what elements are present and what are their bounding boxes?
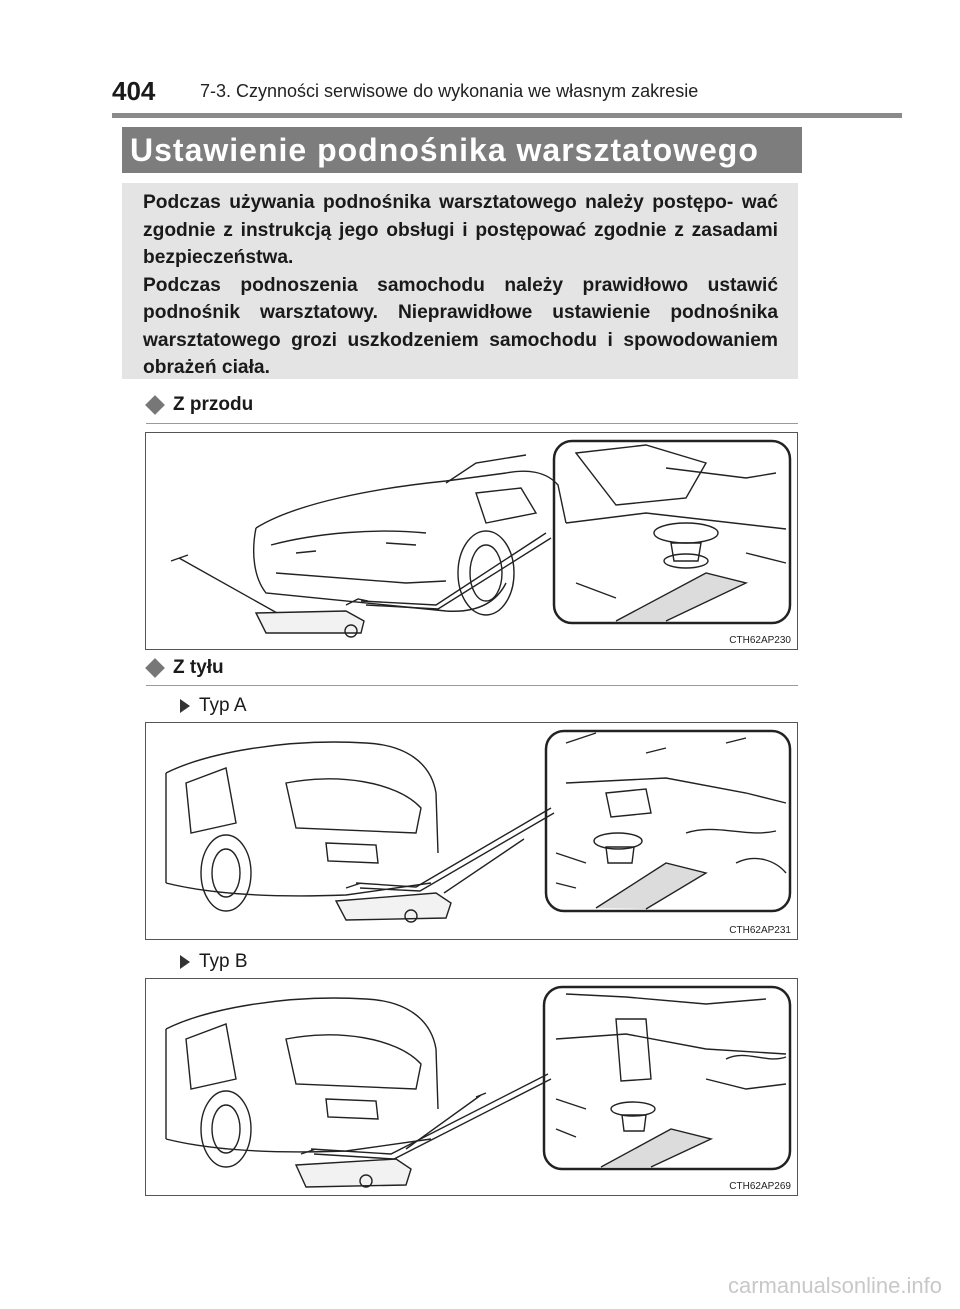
watermark: carmanualsonline.info [727, 1273, 942, 1298]
chapter-title: 7-3. Czynności serwisowe do wykonania we własnym zakresie [200, 81, 699, 101]
front-heading-rule [146, 423, 798, 424]
rear-heading-rule [146, 685, 798, 686]
rear-type-a-figure-code: CTH62AP231 [729, 925, 791, 936]
type-a-label [180, 695, 247, 717]
front-jack-figure [145, 432, 798, 650]
rear-type-b-figure-code: CTH62AP269 [729, 1181, 791, 1192]
type-b-label-text: Typ B [199, 951, 248, 972]
intro-paragraph-1: Podczas używania podnośnika warsztatowego należy postępo- wać zgodnie z instrukcją jego obsługi i postępować zgodnie z zasadami bezpieczeństwa. [143, 192, 778, 268]
triangle-bullet-icon [180, 699, 190, 713]
header-divider [112, 113, 902, 118]
diamond-bullet-icon [145, 658, 165, 678]
rear-type-b-illustration [146, 979, 797, 1195]
rear-type-a-figure [145, 722, 798, 940]
front-jack-illustration [146, 433, 797, 649]
front-heading-text: Z przodu [173, 394, 254, 415]
page-number: 404 [112, 76, 156, 106]
diamond-bullet-icon [145, 395, 165, 415]
section-title: Ustawienie podnośnika warsztatowego [122, 127, 802, 173]
rear-heading-text: Z tyłu [173, 657, 224, 678]
rear-type-b-figure [145, 978, 798, 1196]
triangle-bullet-icon [180, 955, 190, 969]
type-b-label [180, 951, 248, 973]
front-figure-code: CTH62AP230 [729, 635, 791, 646]
rear-type-a-illustration [146, 723, 797, 939]
intro-paragraph-2: Podczas podnoszenia samochodu należy prawidłowo ustawić podnośnik warsztatowy. Nieprawidłowe ustawienie podnośnika warsztatowego grozi uszkodzeniem samochodu i spowodowaniem obrażeń ciała. [143, 274, 778, 378]
type-a-label-text: Typ A [199, 695, 247, 716]
front-heading [146, 394, 253, 416]
intro-box [122, 183, 798, 379]
rear-heading [146, 657, 224, 679]
